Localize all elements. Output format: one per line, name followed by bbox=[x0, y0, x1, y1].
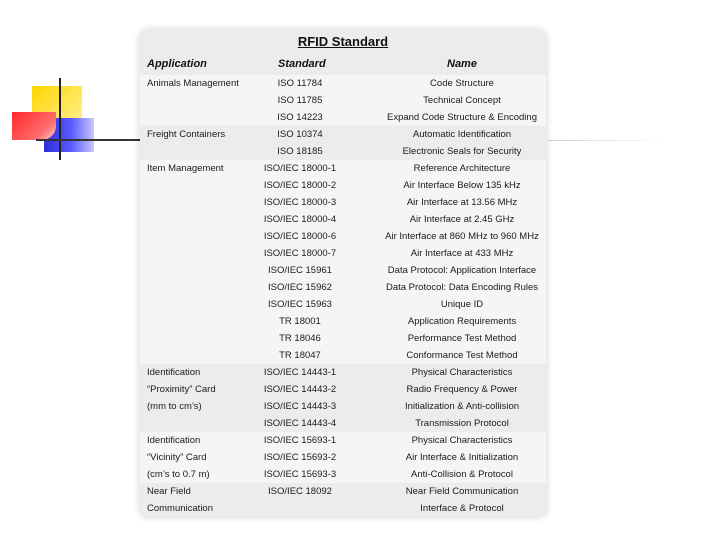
table-row bbox=[140, 194, 546, 211]
name-cell: Near Field Communication bbox=[405, 486, 519, 497]
standard-cell: TR 18046 bbox=[279, 333, 321, 344]
name-cell: Code Structure bbox=[430, 78, 494, 89]
name-cell: Physical Characteristics bbox=[411, 367, 513, 378]
table-row bbox=[140, 228, 546, 245]
standard-cell: ISO/IEC 18000-4 bbox=[263, 214, 337, 225]
name-cell: Interface & Protocol bbox=[420, 503, 504, 514]
standard-cell: ISO/IEC 18000-7 bbox=[263, 248, 337, 259]
table-row bbox=[140, 313, 546, 330]
standard-cell: ISO 11785 bbox=[277, 95, 323, 106]
name-cell: Air Interface at 13.56 MHz bbox=[406, 197, 518, 208]
application-cell: Freight Containers bbox=[147, 129, 226, 140]
table-row bbox=[140, 500, 546, 517]
table-row bbox=[140, 449, 546, 466]
name-cell: Data Protocol: Data Encoding Rules bbox=[385, 282, 539, 293]
table-row bbox=[140, 92, 546, 109]
name-cell: Application Requirements bbox=[407, 316, 517, 327]
table-row bbox=[140, 347, 546, 364]
standard-cell: ISO/IEC 18000-6 bbox=[263, 231, 337, 242]
name-cell: Transmission Protocol bbox=[415, 418, 509, 429]
name-cell: Physical Characteristics bbox=[411, 435, 513, 446]
application-cell: Animals Management bbox=[147, 78, 239, 89]
standard-cell: ISO/IEC 14443-3 bbox=[263, 401, 337, 412]
standard-cell: ISO/IEC 15693-3 bbox=[263, 469, 337, 480]
standard-cell: TR 18047 bbox=[279, 350, 321, 361]
table-row bbox=[140, 160, 546, 177]
standard-cell: ISO/IEC 14443-4 bbox=[263, 418, 337, 429]
table-body bbox=[140, 75, 546, 517]
name-cell: Air Interface & Initialization bbox=[405, 452, 519, 463]
application-cell: (mm to cm’s) bbox=[147, 401, 202, 412]
name-cell: Electronic Seals for Security bbox=[402, 146, 522, 157]
standard-cell: ISO/IEC 18000-2 bbox=[263, 180, 337, 191]
application-cell: Identification bbox=[147, 367, 201, 378]
table-row bbox=[140, 109, 546, 126]
table-row bbox=[140, 143, 546, 160]
rfid-standard-table bbox=[140, 30, 546, 517]
table-row bbox=[140, 75, 546, 92]
name-cell: Air Interface at 2.45 GHz bbox=[409, 214, 515, 225]
name-cell: Technical Concept bbox=[423, 95, 501, 106]
table-row bbox=[140, 483, 546, 500]
table-row bbox=[140, 296, 546, 313]
ornament-vertical-line bbox=[59, 78, 61, 160]
table-title: RFID Standard bbox=[297, 34, 389, 49]
header-name: Name bbox=[447, 58, 477, 70]
standard-cell: ISO 18185 bbox=[277, 146, 323, 157]
standard-cell: ISO/IEC 18000-3 bbox=[263, 197, 337, 208]
name-cell: Performance Test Method bbox=[407, 333, 517, 344]
name-cell: Anti-Collision & Protocol bbox=[411, 469, 513, 480]
standard-cell: TR 18001 bbox=[279, 316, 321, 327]
application-cell: “Proximity” Card bbox=[147, 384, 216, 395]
name-cell: Initialization & Anti-collision bbox=[404, 401, 520, 412]
application-cell: Item Management bbox=[147, 163, 224, 174]
application-cell: Near Field bbox=[147, 486, 191, 497]
table-row bbox=[140, 262, 546, 279]
ornament-red-square bbox=[12, 112, 56, 140]
ornament-horizontal-line bbox=[36, 139, 142, 141]
table-row bbox=[140, 126, 546, 143]
application-cell: (cm’s to 0.7 m) bbox=[147, 469, 210, 480]
header-application: Application bbox=[147, 58, 207, 70]
table-row bbox=[140, 177, 546, 194]
application-cell: “Vicinity” Card bbox=[147, 452, 207, 463]
table-row bbox=[140, 466, 546, 483]
name-cell: Expand Code Structure & Encoding bbox=[387, 112, 537, 123]
header-standard: Standard bbox=[278, 58, 326, 70]
table-row bbox=[140, 330, 546, 347]
standard-cell: ISO 11784 bbox=[277, 78, 323, 89]
name-cell: Radio Frequency & Power bbox=[406, 384, 518, 395]
table-row bbox=[140, 245, 546, 262]
table-row bbox=[140, 415, 546, 432]
name-cell: Automatic Identification bbox=[412, 129, 512, 140]
standard-cell: ISO 10374 bbox=[277, 129, 323, 140]
name-cell: Air Interface Below 135 kHz bbox=[403, 180, 521, 191]
name-cell: Air Interface at 433 MHz bbox=[410, 248, 514, 259]
table-row bbox=[140, 364, 546, 381]
ornament-faded-rule bbox=[548, 140, 668, 141]
standard-cell: ISO/IEC 14443-1 bbox=[263, 367, 337, 378]
standard-cell: ISO/IEC 15961 bbox=[268, 265, 332, 276]
name-cell: Reference Architecture bbox=[413, 163, 511, 174]
name-cell: Unique ID bbox=[440, 299, 484, 310]
application-cell: Communication bbox=[147, 503, 213, 514]
table-row bbox=[140, 211, 546, 228]
application-cell: Identification bbox=[147, 435, 201, 446]
table-row bbox=[140, 381, 546, 398]
standard-cell: ISO 14223 bbox=[277, 112, 323, 123]
name-cell: Air Interface at 860 MHz to 960 MHz bbox=[385, 231, 539, 242]
standard-cell: ISO/IEC 15693-2 bbox=[263, 452, 337, 463]
standard-cell: ISO/IEC 18000-1 bbox=[263, 163, 337, 174]
standard-cell: ISO/IEC 15693-1 bbox=[263, 435, 337, 446]
standard-cell: ISO/IEC 18092 bbox=[268, 486, 332, 497]
name-cell: Data Protocol: Application Interface bbox=[387, 265, 537, 276]
table-row bbox=[140, 398, 546, 415]
standard-cell: ISO/IEC 15962 bbox=[268, 282, 332, 293]
standard-cell: ISO/IEC 14443-2 bbox=[263, 384, 337, 395]
table-row bbox=[140, 279, 546, 296]
table-row bbox=[140, 432, 546, 449]
name-cell: Conformance Test Method bbox=[406, 350, 518, 361]
standard-cell: ISO/IEC 15963 bbox=[268, 299, 332, 310]
